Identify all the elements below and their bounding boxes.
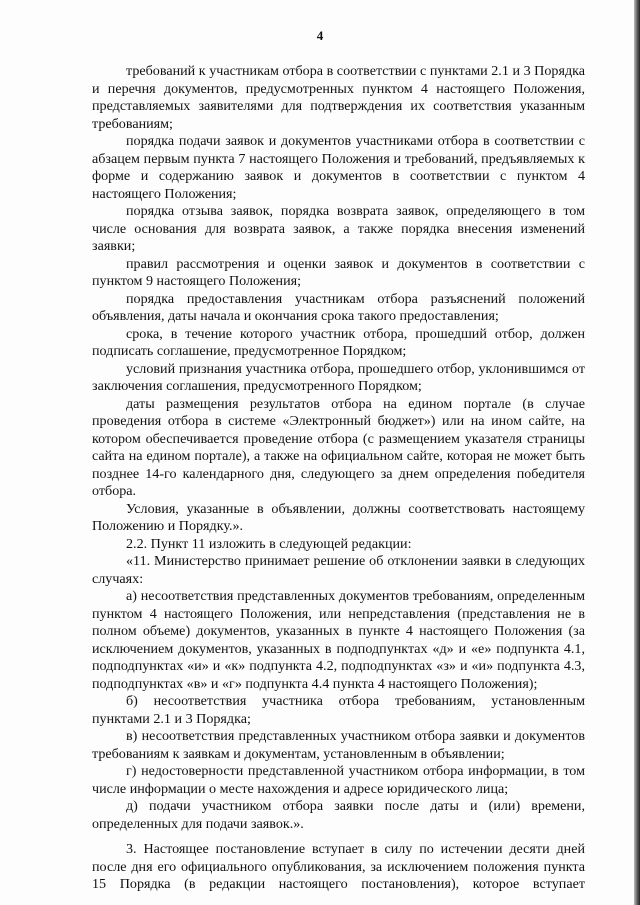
- paragraph-item-11: «11. Министерство принимает решение об отклонении заявки в следующих случаях:: [92, 553, 585, 587]
- paragraph-evaluation-rules: правил рассмотрения и оценки заявок и документов в соответствии с пунктом 9 настоящего Положения;: [92, 255, 585, 289]
- paragraph-item-a: а) несоответствия представленных документов требованиям, определенным пунктом 4 настоящего Положения, или непредставления (представления не в полном объеме) документов, указанных в пункте 4 настоящего Положения (за исключением документов, указанных в подподпунктах «д» и «е» подпункта 4.1, подподпунктах «и» и «к» подпункта 4.2, подподпунктах «з» и «и» подпункта 4.3, подподпунктах «в» и «г» подпункта 4.4 пункта 4 настоящего Положения);: [92, 588, 585, 692]
- paragraph-2-2: 2.2. Пункт 11 изложить в следующей редакции:: [126, 535, 412, 552]
- paragraph-3-entry-into-force: 3. Настоящее постановление вступает в силу по истечении десяти дней после дня его официального опубликования, за исключением положения пункта 15 Порядка (в редакции настоящего постановления), которое вступает: [92, 841, 585, 892]
- paragraph-results-publication: даты размещения результатов отбора на едином портале (в случае проведения отбора в системе «Электронный бюджет») или на ином сайте, на котором обеспечивается проведение отбора (с размещением указателя страницы сайта на едином портале), а также на официальном сайте, которая не может быть позднее 14-го календарного дня, следующего за днем определения победителя отбора.: [92, 395, 585, 499]
- paragraph-submission-procedure: порядка подачи заявок и документов участниками отбора в соответствии с абзацем первым пункта 7 настоящего Положения и требований, предъявляемых к форме и содержанию заявок и документов в соответствии с пунктом 4 настоящего Положения;: [92, 133, 585, 202]
- paragraph-item-b: б) несоответствия участника отбора требованиям, установленным пунктами 2.1 и 3 Порядка;: [92, 693, 585, 727]
- paragraph-signing-deadline: срока, в течение которого участник отбора, прошедший отбор, должен подписать соглашение, предусмотренное Порядком;: [92, 325, 585, 359]
- paragraph-clarifications: порядка предоставления участникам отбора разъяснений положений объявления, даты начала и окончания срока такого предоставления;: [92, 290, 585, 324]
- paragraph-withdrawal-procedure: порядка отзыва заявок, порядка возврата заявок, определяющего в том числе основания для возврата заявок, а также порядка внесения изменений заявки;: [92, 203, 585, 254]
- paragraph-item-v: в) несоответствия представленных участником отбора заявки и документов требованиям к заявкам и документам, установленным в объявлении;: [92, 728, 585, 762]
- document-body: [92, 63, 585, 894]
- paragraph-item-g: г) недостоверности представленной участником отбора информации, в том числе информации о месте нахождения и адресе юридического лица;: [92, 763, 585, 797]
- paragraph-evasion-conditions: условий признания участника отбора, прошедшего отбор, уклонившимся от заключения соглашения, предусмотренного Порядком;: [92, 360, 585, 394]
- paragraph-requirements: требований к участникам отбора в соответствии с пунктами 2.1 и 3 Порядка и перечня документов, предусмотренных пунктом 4 настоящего Положения, представляемых заявителями для подтверждения их соответствия указанным требованиям;: [92, 63, 585, 132]
- paragraph-item-d: д) подачи участником отбора заявки после даты и (или) времени, определенных для подачи заявок.».: [92, 798, 585, 832]
- page-number: 4: [316, 28, 324, 43]
- scan-edge-shadow: [634, 0, 640, 905]
- paragraph-conditions-compliance: Условия, указанные в объявлении, должны соответствовать настоящему Положению и Порядку.».: [92, 500, 585, 534]
